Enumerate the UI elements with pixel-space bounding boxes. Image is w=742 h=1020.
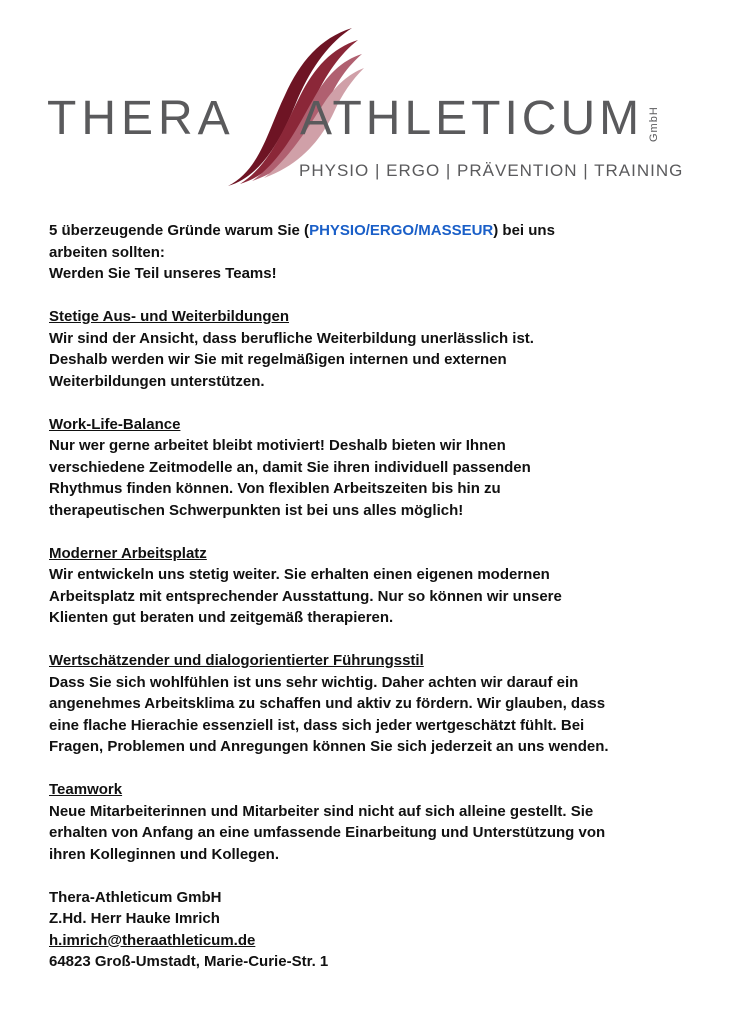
logo-word-athleticum: ATHLETICUM: [300, 92, 644, 145]
section-text: Klienten gut beraten und zeitgemäß therapieren.: [49, 609, 394, 626]
section-heading-teamwork: Teamwork: [49, 781, 123, 798]
section-text: Weiterbildungen unterstützen.: [49, 372, 265, 390]
contact-address: 64823 Groß-Umstadt, Marie-Curie-Str. 1: [49, 953, 329, 970]
section-text: erhalten von Anfang an eine umfassende Einarbeitung und Unterstützung von: [49, 824, 606, 841]
company-logo: [0, 0, 742, 200]
section-text: ihren Kolleginnen und Kollegen.: [49, 845, 280, 863]
section-text: angenehmes Arbeitsklima zu schaffen und aktiv zu fördern. Wir glauben, dass: [49, 695, 606, 712]
section-heading-training: Stetige Aus- und Weiterbildungen: [49, 308, 289, 325]
logo-tagline: PHYSIO | ERGO | PRÄVENTION | TRAINING: [299, 161, 684, 180]
section-text: Fragen, Problemen und Anregungen können Sie sich jederzeit an uns wenden.: [49, 738, 609, 755]
section-heading-workplace: Moderner Arbeitsplatz: [49, 544, 207, 562]
section-heading-leadership: Wertschätzender und dialogorientierter Führungsstil: [49, 652, 424, 669]
intro-line-1: 5 überzeugende Gründe warum Sie (PHYSIO/ERGO/MASSEUR) bei uns: [49, 222, 555, 239]
section-text: eine flache Hierachie essenziell ist, dass sich jeder wertgeschätzt fühlt. Bei: [49, 716, 585, 734]
document-body: [49, 220, 709, 973]
section-text: Arbeitsplatz mit entsprechender Ausstattung. Nur so können wir unsere: [49, 587, 562, 605]
section-text: Nur wer gerne arbeitet bleibt motiviert! Deshalb bieten wir Ihnen: [49, 437, 506, 454]
section-text: Wir sind der Ansicht, dass berufliche Weiterbildung unerlässlich ist.: [49, 329, 534, 347]
section-text: therapeutischen Schwerpunkten ist bei uns alles möglich!: [49, 501, 464, 519]
section-text: Deshalb werden wir Sie mit regelmäßigen internen und externen: [49, 351, 507, 368]
contact-attention: Z.Hd. Herr Hauke Imrich: [49, 910, 220, 927]
contact-email-link[interactable]: h.imrich@theraathleticum.de: [49, 931, 256, 949]
section-text: Rhythmus finden können. Von flexiblen Arbeitszeiten bis hin zu: [49, 480, 501, 497]
section-text: Wir entwickeln uns stetig weiter. Sie erhalten einen eigenen modernen: [49, 566, 550, 583]
profession-highlight: PHYSIO/ERGO/MASSEUR: [309, 222, 494, 239]
logo-gmbh: GmbH: [648, 106, 660, 142]
logo-word-thera: THERA: [47, 92, 235, 145]
intro-line-3: Werden Sie Teil unseres Teams!: [49, 265, 277, 282]
section-text: Neue Mitarbeiterinnen und Mitarbeiter sind nicht auf sich alleine gestellt. Sie: [49, 802, 594, 820]
section-heading-work-life-balance: Work-Life-Balance: [49, 415, 181, 433]
section-text: verschiedene Zeitmodelle an, damit Sie ihren individuell passenden: [49, 458, 531, 476]
intro-line-2: arbeiten sollten:: [49, 243, 165, 261]
contact-company: Thera-Athleticum GmbH: [49, 888, 222, 906]
section-text: Dass Sie sich wohlfühlen ist uns sehr wichtig. Daher achten wir darauf ein: [49, 673, 579, 691]
